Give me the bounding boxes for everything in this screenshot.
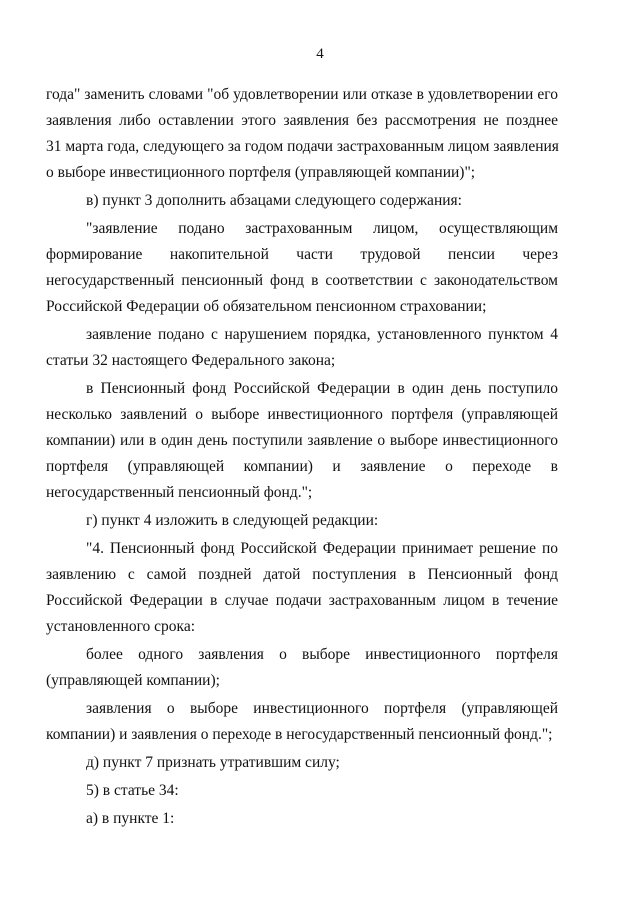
text-line: года" заменить словами "об удовлетворении или отказе в удовлетворении его [46, 86, 558, 103]
text-line: д) пункт 7 признать утратившим силу; [86, 754, 340, 771]
paragraph [46, 216, 558, 320]
text-line: негосударственный пенсионный фонд."; [46, 484, 313, 501]
text-line: "4. Пенсионный фонд Российской Федерации принимает решение по [86, 540, 558, 557]
text-line: негосударственный пенсионный фонд в соответствии с законодательством [46, 272, 558, 289]
paragraph [46, 778, 558, 804]
paragraph [46, 322, 558, 374]
paragraph [46, 696, 558, 748]
text-line: г) пункт 4 изложить в следующей редакции: [86, 512, 379, 529]
text-line: заявления о выборе инвестиционного портфеля (управляющей [86, 700, 558, 717]
paragraph [46, 376, 558, 506]
text-line: Российской Федерации в случае подачи застрахованным лицом в течение [46, 592, 558, 609]
text-line: статьи 32 настоящего Федерального закона; [46, 352, 336, 369]
text-line: портфеля (управляющей компании) и заявление о переходе в [46, 458, 558, 475]
text-line: 5) в статье 34: [86, 782, 179, 799]
document-body [46, 82, 558, 832]
paragraph [46, 642, 558, 694]
text-line: формирование накопительной части трудовой пенсии через [46, 246, 558, 263]
text-line: компании) или в один день поступили заявление о выборе инвестиционного [46, 432, 558, 449]
text-line: о выборе инвестиционного портфеля (управляющей компании)"; [46, 164, 476, 181]
text-line: (управляющей компании); [46, 672, 220, 689]
text-line: несколько заявлений о выборе инвестиционного портфеля (управляющей [46, 406, 558, 423]
text-line: 31 марта года, следующего за годом подачи застрахованным лицом заявления [46, 138, 559, 155]
text-line: заявления либо оставлении этого заявления без рассмотрения не позднее [46, 112, 558, 129]
paragraph [46, 82, 558, 186]
text-line: в Пенсионный фонд Российской Федерации в один день поступило [86, 380, 558, 397]
text-line: заявлению с самой поздней датой поступления в Пенсионный фонд [46, 566, 558, 583]
text-line: компании) и заявления о переходе в негосударственный пенсионный фонд."; [46, 726, 553, 743]
text-line: а) в пункте 1: [86, 810, 175, 827]
text-line: установленного срока: [46, 618, 196, 635]
text-line: заявление подано с нарушением порядка, установленного пунктом 4 [86, 326, 558, 343]
paragraph [46, 806, 558, 832]
page-number: 4 [316, 46, 324, 62]
paragraph [46, 536, 558, 640]
text-line: "заявление подано застрахованным лицом, осуществляющим [86, 220, 558, 237]
text-line: в) пункт 3 дополнить абзацами следующего содержания: [86, 192, 462, 209]
text-line: Российской Федерации об обязательном пенсионном страховании; [46, 298, 487, 315]
text-line: более одного заявления о выборе инвестиционного портфеля [86, 646, 558, 663]
paragraph [46, 508, 558, 534]
paragraph [46, 750, 558, 776]
paragraph [46, 188, 558, 214]
